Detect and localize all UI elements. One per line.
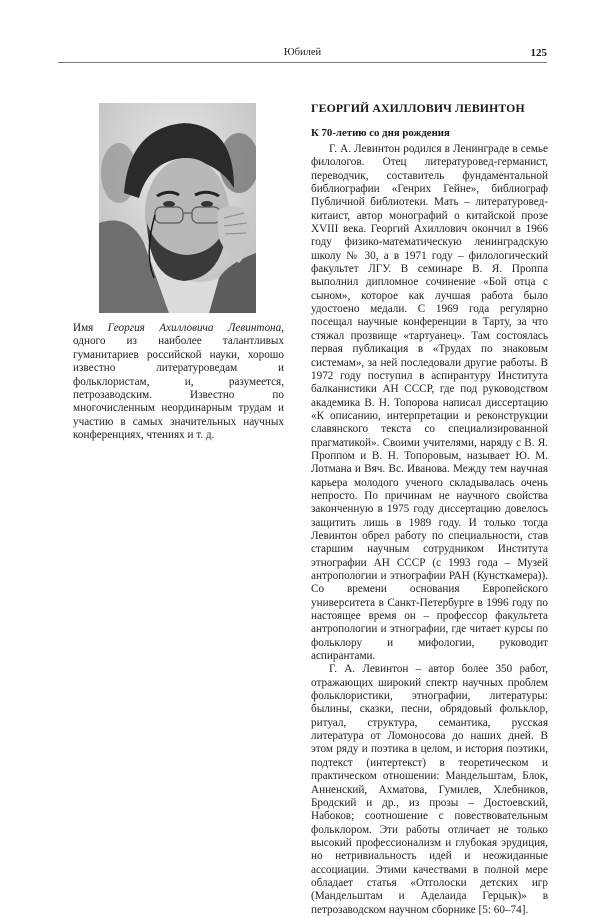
running-section-title: Юбилей: [283, 47, 322, 58]
caption-prefix: Имя: [73, 322, 108, 334]
article-body: [311, 143, 548, 917]
running-head: [58, 46, 547, 62]
portrait-photo: [99, 103, 256, 313]
caption-name: Георгия Ахилловича Левинтона: [107, 322, 282, 334]
header-rule: [58, 62, 547, 63]
article-subtitle: К 70-летию со дня рождения: [311, 127, 450, 139]
article: [311, 101, 548, 917]
body-paragraph: Г. А. Левинтон родился в Ленинграде в семье филологов. Отец литературовед-германист, переводчик, составитель фундаментальной библиографии «Генрих Гейне», библиограф Публичной библиотеки. Мать – литературовед-китаист, автор монографий о китайской прозе XVIII века. Георгий Ахиллович окончил в 1966 году физико-математическую ленинградскую школу № 30, а в 1971 году – филологический факультет ЛГУ. В семинаре В. Я. Проппа выполнил дипломное сочинение «Бой отца с сыном», которое как лучшая работа было удостоено медали. С 1969 года регулярно посещал научные конференции в Тарту, за что стяжал прозвище «тартуанец». Там состоялась первая публикация в «Трудах по знаковым системам», за ней последовали другие работы. В 1972 году поступил в аспирантуру Института балканистики АН СССР, где под руководством академика В. Н. Топорова написал диссертацию «К описанию, интерпретации и реконструкции славянского текста со специализированной прагматикой». Своими учителями, наряду с В. Я. Проппом и В. Н. Топоровым, называет Ю. М. Лотмана и Вяч. Вс. Иванова. Между тем научная карьера молодого ученого складывалась очень непросто. По причинам не научного свойства законченную в 1975 году диссертацию довелось защитить лишь в 1989 году. И только тогда Левинтон обрел работу по специальности, став старшим научным сотрудником Института этнографии АН СССР (с 1993 года – Музей антропологии и этнографии РАН (Кунсткамера)). Со времени основания Европейского университета в Санкт-Петербурге в 1996 году по настоящее время он – профессор факультета антропологии и этнографии, где читает курсы по фольклору и мифологии, руководит аспирантами.: [311, 143, 548, 663]
body-paragraph: Г. А. Левинтон – автор более 350 работ, отражающих широкий спектр научных проблем фольклористики, этнографии, литературы: былины, сказки, песни, обрядовый фольклор, ритуал, структура, семантика, русская литература от Ломоносова до наших дней. В этом ряду и поэтика в целом, и история поэтики, подтекст (интертекст) в теоретическом и практическом отношении: Мандельштам, Блок, Анненский, Ахматова, Гумилев, Хлебников, Бродский и др., из прозы – Достоевский, Набоков; соотношение с повествовательным фольклором. Эти работы отличает не только высокий профессионализм и глубокая эрудиция, но нетривиальность идей и неожиданные ассоциации. Этими качествами в полной мере обладает статья «Отголоски детских игр (Мандельштам и Аделаида Герцык)» в петрозаводском научном сборнике [5: 60–74].: [311, 663, 548, 916]
portrait-image: [99, 103, 256, 313]
photo-caption: [73, 322, 284, 443]
caption-text: , одного из наиболее талантливых гуманитариев российской науки, хорошо известно литературоведам и фольклористам, и, разумеется, петрозаводским. Известно по многочисленным неординарным трудам и участию в самых значительных научных конференциях, чтениях и т. д.: [73, 322, 284, 442]
page-number: 125: [530, 47, 547, 59]
article-title: ГЕОРГИЙ АХИЛЛОВИЧ ЛЕВИНТОН: [311, 101, 525, 115]
